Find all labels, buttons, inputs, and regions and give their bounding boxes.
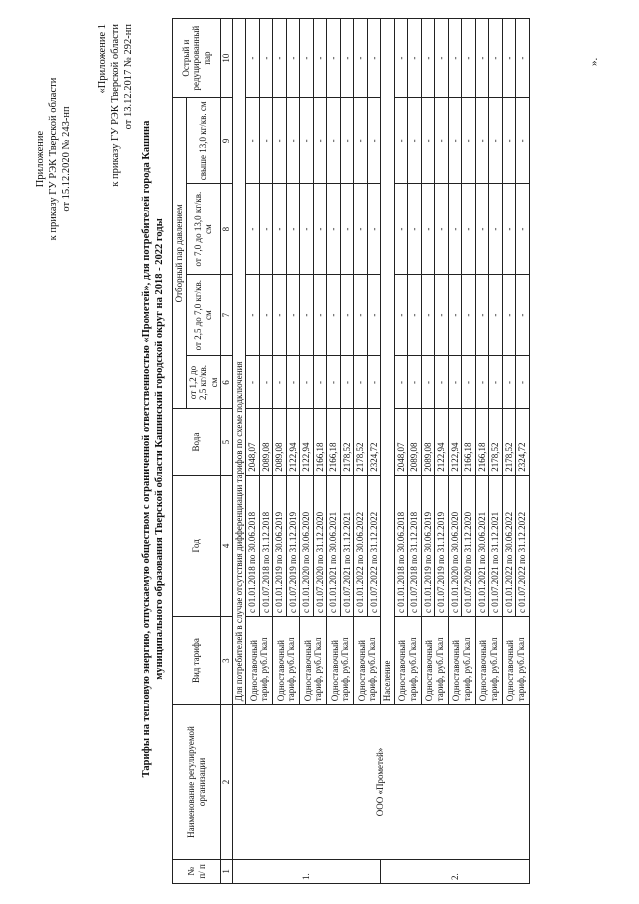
empty-tariff-cell: - — [448, 98, 462, 184]
water-tariff-cell: 2178,52 — [354, 409, 368, 475]
empty-tariff-cell: - — [516, 184, 530, 274]
empty-tariff-cell: - — [340, 356, 354, 409]
header-num: № п/ п — [173, 859, 221, 883]
empty-tariff-cell: - — [435, 19, 449, 98]
column-number: 6 — [221, 356, 233, 409]
water-tariff-cell: 2166,18 — [313, 409, 327, 475]
header-pressure-2: от 2,5 до 7,0 кг/кв. см — [186, 274, 221, 356]
empty-tariff-cell: - — [502, 356, 516, 409]
section-label: Население — [381, 19, 395, 705]
water-tariff-cell: 2178,52 — [489, 409, 503, 475]
empty-tariff-cell: - — [273, 184, 287, 274]
column-number: 2 — [221, 705, 233, 860]
empty-tariff-cell: - — [462, 19, 476, 98]
section-number: 2. — [381, 859, 530, 883]
water-tariff-cell: 2089,08 — [259, 409, 273, 475]
empty-tariff-cell: - — [300, 274, 314, 356]
period-cell: с 01.01.2021 по 30.06.2021 — [327, 475, 341, 616]
empty-tariff-cell: - — [448, 274, 462, 356]
empty-tariff-cell: - — [354, 356, 368, 409]
column-number: 10 — [221, 19, 233, 98]
empty-tariff-cell: - — [300, 98, 314, 184]
header-year: Год — [173, 475, 221, 616]
appendix-line: к приказу ГУ РЭК Тверской области — [48, 77, 59, 241]
previous-appendix-header — [96, 24, 135, 284]
empty-tariff-cell: - — [435, 98, 449, 184]
empty-tariff-cell: - — [313, 356, 327, 409]
empty-tariff-cell: - — [448, 19, 462, 98]
water-tariff-cell: 2089,08 — [421, 409, 435, 475]
empty-tariff-cell: - — [313, 19, 327, 98]
empty-tariff-cell: - — [367, 274, 381, 356]
empty-tariff-cell: - — [354, 19, 368, 98]
empty-tariff-cell: - — [475, 274, 489, 356]
empty-tariff-cell: - — [394, 274, 408, 356]
empty-tariff-cell: - — [408, 356, 422, 409]
tariff-type-cell: Одноставочный тариф, руб./Гкал — [475, 616, 502, 704]
appendix-line: от 13.12.2017 № 292-нп — [123, 24, 134, 130]
empty-tariff-cell: - — [313, 98, 327, 184]
empty-tariff-cell: - — [300, 356, 314, 409]
period-cell: с 01.01.2022 по 30.06.2022 — [354, 475, 368, 616]
empty-tariff-cell: - — [246, 356, 260, 409]
empty-tariff-cell: - — [286, 19, 300, 98]
appendix-line: к приказу ГУ РЭК Тверской области — [110, 24, 121, 187]
header-org: Наименование регулируемой организации — [173, 705, 221, 860]
empty-tariff-cell: - — [259, 98, 273, 184]
header-pressure-3: от 7,0 до 13,0 кг/кв. см — [186, 184, 221, 274]
empty-tariff-cell: - — [421, 19, 435, 98]
empty-tariff-cell: - — [502, 274, 516, 356]
header-water: Вода — [173, 409, 221, 475]
empty-tariff-cell: - — [354, 184, 368, 274]
empty-tariff-cell: - — [286, 274, 300, 356]
empty-tariff-cell: - — [394, 19, 408, 98]
period-cell: с 01.07.2021 по 31.12.2021 — [489, 475, 503, 616]
tariff-type-cell: Одноставочный тариф, руб./Гкал — [502, 616, 529, 704]
empty-tariff-cell: - — [489, 356, 503, 409]
empty-tariff-cell: - — [327, 274, 341, 356]
tariff-type-cell: Одноставочный тариф, руб./Гкал — [300, 616, 327, 704]
empty-tariff-cell: - — [516, 19, 530, 98]
empty-tariff-cell: - — [462, 184, 476, 274]
appendix-header — [34, 44, 73, 274]
empty-tariff-cell: - — [286, 356, 300, 409]
period-cell: с 01.01.2022 по 30.06.2022 — [502, 475, 516, 616]
empty-tariff-cell: - — [408, 19, 422, 98]
column-number: 3 — [221, 616, 233, 704]
empty-tariff-cell: - — [313, 184, 327, 274]
title-line: Тарифы на тепловую энергию, отпускаемую обществом с ограниченной ответственностью «Прометей», для потребителей города Кашина — [141, 120, 152, 778]
empty-tariff-cell: - — [462, 98, 476, 184]
empty-tariff-cell: - — [421, 98, 435, 184]
tariff-type-cell: Одноставочный тариф, руб./Гкал — [421, 616, 448, 704]
tariff-type-cell: Одноставочный тариф, руб./Гкал — [246, 616, 273, 704]
empty-tariff-cell: - — [354, 98, 368, 184]
column-number: 8 — [221, 184, 233, 274]
empty-tariff-cell: - — [394, 356, 408, 409]
empty-tariff-cell: - — [516, 98, 530, 184]
empty-tariff-cell: - — [421, 274, 435, 356]
water-tariff-cell: 2166,18 — [475, 409, 489, 475]
empty-tariff-cell: - — [367, 98, 381, 184]
water-tariff-cell: 2324,72 — [367, 409, 381, 475]
water-tariff-cell: 2178,52 — [502, 409, 516, 475]
empty-tariff-cell: - — [489, 19, 503, 98]
empty-tariff-cell: - — [340, 19, 354, 98]
empty-tariff-cell: - — [327, 356, 341, 409]
section-label: Для потребителей в случае отсутствия дифференциации тарифов по схеме подключения — [232, 19, 246, 705]
empty-tariff-cell: - — [259, 356, 273, 409]
column-number: 4 — [221, 475, 233, 616]
empty-tariff-cell: - — [489, 274, 503, 356]
empty-tariff-cell: - — [340, 98, 354, 184]
water-tariff-cell: 2166,18 — [327, 409, 341, 475]
empty-tariff-cell: - — [435, 274, 449, 356]
empty-tariff-cell: - — [259, 274, 273, 356]
water-tariff-cell: 2166,18 — [462, 409, 476, 475]
empty-tariff-cell: - — [367, 19, 381, 98]
empty-tariff-cell: - — [502, 19, 516, 98]
period-cell: с 01.07.2020 по 31.12.2020 — [313, 475, 327, 616]
empty-tariff-cell: - — [448, 184, 462, 274]
header-pressure-4: свыше 13,0 кг/кв. см — [186, 98, 221, 184]
period-cell: с 01.07.2018 по 31.12.2018 — [259, 475, 273, 616]
empty-tariff-cell: - — [246, 274, 260, 356]
document-title — [140, 24, 166, 874]
empty-tariff-cell: - — [462, 274, 476, 356]
period-cell: с 01.07.2019 по 31.12.2019 — [286, 475, 300, 616]
empty-tariff-cell: - — [475, 184, 489, 274]
empty-tariff-cell: - — [367, 356, 381, 409]
empty-tariff-cell: - — [327, 19, 341, 98]
empty-tariff-cell: - — [259, 184, 273, 274]
header-pressure-1: от 1,2 до 2,5 кг/кв. см — [186, 356, 221, 409]
appendix-line: Приложение — [35, 130, 46, 188]
empty-tariff-cell: - — [408, 184, 422, 274]
empty-tariff-cell: - — [462, 356, 476, 409]
period-cell: с 01.01.2018 по 30.06.2018 — [246, 475, 260, 616]
empty-tariff-cell: - — [489, 184, 503, 274]
empty-tariff-cell: - — [273, 98, 287, 184]
empty-tariff-cell: - — [502, 98, 516, 184]
empty-tariff-cell: - — [502, 184, 516, 274]
empty-tariff-cell: - — [408, 274, 422, 356]
empty-tariff-cell: - — [340, 274, 354, 356]
title-line: муниципального образования Тверской области Кашинский городской округ на 2018 - 2022 годы — [154, 218, 165, 680]
empty-tariff-cell: - — [273, 356, 287, 409]
empty-tariff-cell: - — [327, 184, 341, 274]
tariff-type-cell: Одноставочный тариф, руб./Гкал — [394, 616, 421, 704]
period-cell: с 01.01.2018 по 30.06.2018 — [394, 475, 408, 616]
tariff-type-cell: Одноставочный тариф, руб./Гкал — [354, 616, 381, 704]
tariff-type-cell: Одноставочный тариф, руб./Гкал — [327, 616, 354, 704]
empty-tariff-cell: - — [408, 98, 422, 184]
period-cell: с 01.07.2021 по 31.12.2021 — [340, 475, 354, 616]
water-tariff-cell: 2122,94 — [448, 409, 462, 475]
water-tariff-cell: 2089,08 — [273, 409, 287, 475]
column-number: 7 — [221, 274, 233, 356]
period-cell: с 01.07.2019 по 31.12.2019 — [435, 475, 449, 616]
empty-tariff-cell: - — [313, 274, 327, 356]
header-tariff-type: Вид тарифа — [173, 616, 221, 704]
empty-tariff-cell: - — [286, 98, 300, 184]
empty-tariff-cell: - — [327, 98, 341, 184]
empty-tariff-cell: - — [300, 184, 314, 274]
appendix-line: от 15.12.2020 № 243-нп — [61, 106, 72, 212]
empty-tariff-cell: - — [435, 184, 449, 274]
column-number: 1 — [221, 859, 233, 883]
empty-tariff-cell: - — [273, 19, 287, 98]
empty-tariff-cell: - — [340, 184, 354, 274]
empty-tariff-cell: - — [394, 184, 408, 274]
appendix-line: «Приложение 1 — [97, 24, 108, 94]
period-cell: с 01.07.2022 по 31.12.2022 — [516, 475, 530, 616]
empty-tariff-cell: - — [448, 356, 462, 409]
water-tariff-cell: 2089,08 — [408, 409, 422, 475]
empty-tariff-cell: - — [273, 274, 287, 356]
empty-tariff-cell: - — [246, 98, 260, 184]
empty-tariff-cell: - — [367, 184, 381, 274]
period-cell: с 01.07.2022 по 31.12.2022 — [367, 475, 381, 616]
tariff-table — [172, 18, 530, 884]
empty-tariff-cell: - — [475, 356, 489, 409]
empty-tariff-cell: - — [300, 19, 314, 98]
empty-tariff-cell: - — [246, 184, 260, 274]
empty-tariff-cell: - — [421, 356, 435, 409]
water-tariff-cell: 2122,94 — [435, 409, 449, 475]
column-number: 9 — [221, 98, 233, 184]
water-tariff-cell: 2122,94 — [300, 409, 314, 475]
empty-tariff-cell: - — [516, 356, 530, 409]
empty-tariff-cell: - — [394, 98, 408, 184]
empty-tariff-cell: - — [246, 19, 260, 98]
header-sharp-steam: Острый и редуцированный пар — [173, 19, 221, 98]
water-tariff-cell: 2178,52 — [340, 409, 354, 475]
column-number: 5 — [221, 409, 233, 475]
empty-tariff-cell: - — [259, 19, 273, 98]
empty-tariff-cell: - — [475, 19, 489, 98]
period-cell: с 01.01.2021 по 30.06.2021 — [475, 475, 489, 616]
period-cell: с 01.01.2020 по 30.06.2020 — [300, 475, 314, 616]
tariff-type-cell: Одноставочный тариф, руб./Гкал — [448, 616, 475, 704]
organization-name: ООО «Прометей» — [232, 705, 529, 860]
empty-tariff-cell: - — [286, 184, 300, 274]
header-steam: Отборный пар давлением — [173, 98, 187, 409]
water-tariff-cell: 2122,94 — [286, 409, 300, 475]
empty-tariff-cell: - — [516, 274, 530, 356]
empty-tariff-cell: - — [421, 184, 435, 274]
end-mark: ». — [588, 57, 600, 66]
period-cell: с 01.01.2019 по 30.06.2019 — [273, 475, 287, 616]
water-tariff-cell: 2048,07 — [246, 409, 260, 475]
empty-tariff-cell: - — [475, 98, 489, 184]
section-row — [232, 19, 246, 884]
water-tariff-cell: 2324,72 — [516, 409, 530, 475]
period-cell: с 01.07.2020 по 31.12.2020 — [462, 475, 476, 616]
tariff-type-cell: Одноставочный тариф, руб./Гкал — [273, 616, 300, 704]
period-cell: с 01.01.2020 по 30.06.2020 — [448, 475, 462, 616]
section-number: 1. — [232, 859, 381, 883]
period-cell: с 01.07.2018 по 31.12.2018 — [408, 475, 422, 616]
empty-tariff-cell: - — [354, 274, 368, 356]
water-tariff-cell: 2048,07 — [394, 409, 408, 475]
empty-tariff-cell: - — [489, 98, 503, 184]
empty-tariff-cell: - — [435, 356, 449, 409]
period-cell: с 01.01.2019 по 30.06.2019 — [421, 475, 435, 616]
